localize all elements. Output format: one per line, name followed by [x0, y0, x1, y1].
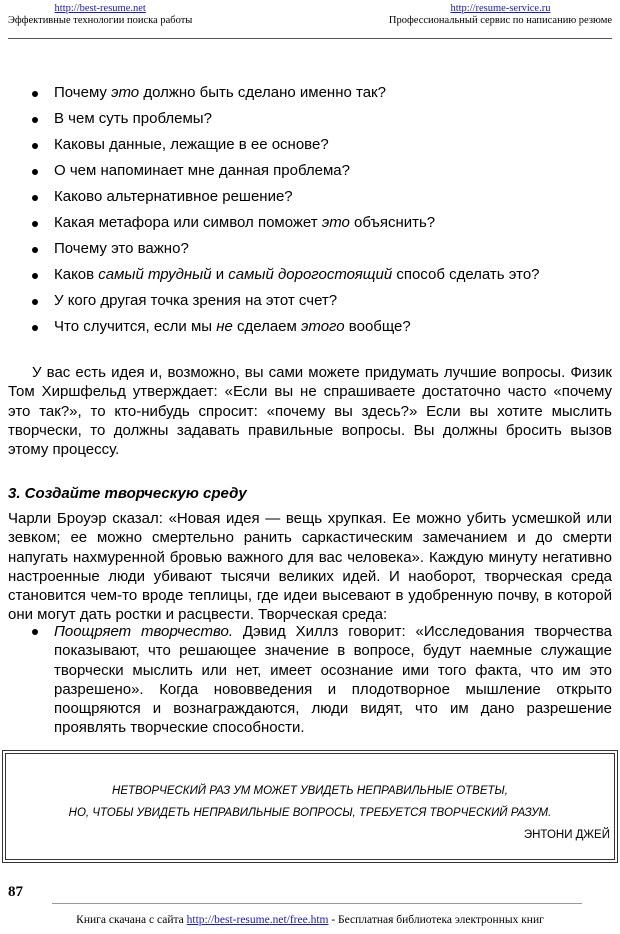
- page-header: [0, 0, 620, 40]
- header-right: [389, 3, 612, 27]
- paragraph-brower: Чарли Броуэр сказал: «Новая идея — вещь хрупкая. Ее можно убить усмешкой или зевком; ее можно смертельно ранить саркастическим замечанием и до смерти напугать нахмуренной бровью важного для вас человека». Каждую минуту негативно настроенные люди убивают тысячи великих идей. И наоборот, творческая среда становится чем-то вроде теплицы, где идеи высевают в удобренную почву, в которой они могут дать ростки и расцвести. Творческая среда:: [8, 510, 612, 624]
- bullet-icon: [32, 143, 38, 149]
- header-left-link[interactable]: http://best-resume.net: [54, 3, 146, 14]
- list-item: Каковы данные, лежащие в ее основе?: [0, 132, 620, 158]
- header-left-caption: Эффективные технологии поиска работы: [8, 15, 193, 26]
- quote-box: [2, 750, 618, 863]
- bullet-icon: [32, 629, 38, 635]
- quote-author: ЭНТОНИ ДЖЕЙ: [523, 829, 610, 841]
- header-left: [8, 3, 192, 27]
- list-item-text: Дэвид Хиллз говорит: «Исследования творчества показывают, что решающее значение в вопросе, будут наемные служащие творчески мыслить или нет, имеет осознание ими того факта, что им это разрешено». Когда нововведения и плодотворное мышление открыто поощряются и вознаграждаются, люди видят, что им дано разрешение проявлять творческие способности.: [54, 623, 612, 737]
- header-divider: [8, 38, 612, 39]
- bullet-icon: [32, 247, 38, 253]
- list-item: [54, 622, 612, 738]
- bullet-icon: [32, 195, 38, 201]
- list-item: Почему это должно быть сделано именно так?: [0, 80, 620, 106]
- list-item: В чем суть проблемы?: [0, 106, 620, 132]
- quote-line-2: НО, ЧТОБЫ УВИДЕТЬ НЕПРАВИЛЬНЫЕ ВОПРОСЫ, ТРЕБУЕТСЯ ТВОРЧЕСКИЙ РАЗУМ.: [68, 807, 552, 819]
- header-right-link[interactable]: http://resume-service.ru: [450, 3, 551, 14]
- bullet-icon: [32, 221, 38, 227]
- questions-list: [0, 80, 620, 340]
- footer-divider: [52, 903, 582, 904]
- list-item: Какая метафора или символ поможет это объяснить?: [0, 210, 620, 236]
- section-heading: 3. Создайте творческую среду: [8, 485, 247, 502]
- list-item: Что случится, если мы не сделаем этого вообще?: [0, 314, 620, 340]
- bullet-icon: [32, 325, 38, 331]
- list-item: О чем напоминает мне данная проблема?: [0, 158, 620, 184]
- bullet-icon: [32, 273, 38, 279]
- footer-text: Книга скачана с сайта http://best-resume.net/free.htm - Бесплатная библиотека электронных книг: [76, 914, 544, 926]
- bullet-icon: [32, 169, 38, 175]
- quote-line-1: НЕТВОРЧЕСКИЙ РАЗ УМ МОЖЕТ УВИДЕТЬ НЕПРАВИЛЬНЫЕ ОТВЕТЫ,: [112, 785, 508, 797]
- bullet-icon: [32, 299, 38, 305]
- footer-link[interactable]: http://best-resume.net/free.htm: [186, 914, 329, 926]
- page-number: 87: [8, 884, 23, 900]
- list-item: Почему это важно?: [0, 236, 620, 262]
- list-item-lead: Поощряет творчество.: [54, 623, 233, 640]
- paragraph-hirshfeld: У вас есть идея и, возможно, вы сами можете придумать лучшие вопросы. Физик Том Хиршфельд утверждает: «Если вы не спрашиваете достаточно часто «почему это так?», то кто-нибудь спросит: «почему вы здесь?» Если вы хотите мыслить творчески, то должны задавать правильные вопросы. Вы должны бросить вызов этому процессу.: [8, 364, 612, 459]
- header-right-caption: Профессиональный сервис по написанию резюме: [388, 15, 612, 26]
- bullet-icon: [32, 117, 38, 123]
- list-item: Каково альтернативное решение?: [0, 184, 620, 210]
- list-item: Каков самый трудный и самый дорогостоящий способ сделать это?: [0, 262, 620, 288]
- environment-list: [54, 622, 612, 738]
- list-item: У кого другая точка зрения на этот счет?: [0, 288, 620, 314]
- bullet-icon: [32, 91, 38, 97]
